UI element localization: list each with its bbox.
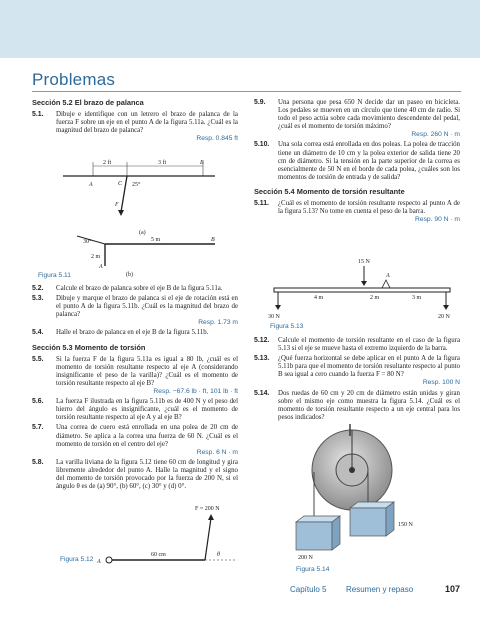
fig-5-13-top-force: 15 N: [358, 259, 370, 265]
fig-b-height: 2 m: [91, 254, 101, 260]
figure-5-11: [55, 152, 240, 270]
footer-section: Resumen y repaso: [346, 585, 414, 594]
problem-5-6: 5.6. La fuerza F ilustrada en la figura 5.11b es de 400 N y el peso del hierro del ángulo es insignificante, ¿cuál es el momento de torsión resultante respecto al eje A y al eje B?: [32, 398, 238, 422]
fulcrum-icon: [382, 280, 390, 288]
problem-5-4: 5.4. Halle el brazo de palanca en el eje B de la figura 5.11b.: [32, 329, 209, 337]
figure-5-11-caption: Figura 5.11: [38, 272, 71, 279]
fig-5-13-right-force: 20 N: [438, 314, 450, 320]
fig-5-14-w1: 150 N: [398, 522, 413, 528]
fig-a-label-a: A: [89, 182, 93, 188]
problem-5-13: 5.13. ¿Qué fuerza horizontal se debe aplicar en el punto A de la figura 5.11b para que el momento de torsión resultante respecto al punto B sea igual a cero cuando la fuerza F = 80 N? Resp. 100 N: [254, 355, 460, 387]
problem-5-11: 5.11. ¿Cuál es el momento de torsión resultante respecto al punto A de la figura 5.13? No tome en cuenta el peso de la barra. Resp. 90 N · m: [254, 200, 460, 224]
force-arrow-icon: [205, 518, 211, 560]
fig-5-13-d1: 4 m: [314, 295, 324, 301]
header-band: [0, 0, 480, 58]
title-rule: [32, 91, 461, 92]
fig-b-angle: 30°: [83, 239, 92, 245]
figure-5-14: [290, 418, 420, 563]
figure-5-12-caption: Figura 5.12: [60, 556, 94, 563]
fig-5-13-d2: 2 m: [370, 295, 380, 301]
page-number: 107: [445, 584, 461, 594]
problem-5-3: 5.3. Dibuje y marque el brazo de palanca si el eje de rotación está en el punto A de la figura 5.11b. ¿Cuál es la magnitud del brazo de palanca? Resp. 1.73 m: [32, 295, 238, 327]
figure-5-14-caption: Figura 5.14: [296, 566, 330, 573]
pivot-icon: [106, 557, 112, 563]
arrowhead-icon: [208, 514, 214, 520]
weight-150-icon: [350, 508, 386, 536]
arrowhead-icon: [275, 305, 281, 310]
fig-b-label-b: B: [211, 237, 215, 243]
fig-a-caption: (a): [139, 230, 146, 236]
problem-5-12: 5.12. Calcule el momento de torsión resultante en el caso de la figura 5.13 si el eje se mueve hasta el extremo izquierdo de la barra.: [254, 337, 460, 353]
answer: Resp. 0.845 ft: [196, 135, 238, 143]
right-column-main: [254, 337, 460, 424]
problem-5-5: 5.5. Si la fuerza F de la figura 5.11a es igual a 80 lb, ¿cuál es el momento de torsión resultante respecto al eje A (considerando insignificante el peso de la varilla)? ¿Cuál es el momento de torsión resultante respecto al eje B? Resp. −67.6 lb · ft, 101 lb · ft: [32, 355, 238, 396]
section-5-4-heading: Sección 5.4 Momento de torsión resultante: [254, 186, 405, 196]
figure-5-13: [262, 255, 462, 321]
problem-5-1: 5.1. Dibuje e identifique con un letrero el brazo de palanca de la fuerza F sobre un eje en el punto A de la figura 5.11a. ¿Cuál es la magnitud del brazo de palanca? Resp. 0.845 ft: [32, 111, 238, 143]
figure-5-11-b-label: (b): [126, 272, 133, 278]
problem-5-14: 5.14. Dos ruedas de 60 cm y 20 cm de diámetro están unidas y giran sobre el mismo eje como muestra la figura 5.14. ¿Cuál es el momento de torsión resultante respecto a un eje central para los pesos indicados?: [254, 389, 460, 421]
fig-5-13-d3: 3 m: [412, 295, 422, 301]
section-5-2-heading: Sección 5.2 El brazo de palanca: [32, 98, 144, 107]
footer-chapter: Capítulo 5: [290, 585, 327, 594]
fig-5-12-force: F = 200 N: [195, 506, 220, 512]
figure-5-13-caption: Figura 5.13: [270, 323, 304, 330]
problem-5-8: 5.8. La varilla liviana de la figura 5.12 tiene 60 cm de longitud y gira libremente alrededor del punto A. Halle la magnitud y el signo del momento de torsión provocado por la fuerza de 200 N, si el ángulo θ es de (a) 90°, (b) 60°, (c) 30° y (d) 0°.: [32, 458, 238, 491]
fig-b-label-a: A: [99, 264, 103, 270]
section-5-3-heading: Sección 5.3 Momento de torsión: [32, 342, 146, 352]
problem-5-10: 5.10. Una sola correa está enrollada en dos poleas. La polea de tracción tiene un diámetro de 10 cm y la polea exterior de salida tiene 20 cm de diámetro. Si la tensión en la parte superior de la correa es esencialmente de 50 N en el borde de cada polea, ¿cuáles son los momentos de torsión de entrada y de salida?: [254, 141, 460, 181]
weight-200-icon: [296, 522, 332, 550]
fig-5-13-label-a: A: [386, 273, 390, 279]
fig-5-12-label-a: A: [97, 559, 101, 565]
fig-b-length: 5 m: [151, 237, 161, 243]
arrowhead-icon: [361, 281, 367, 286]
fig-a-label-c: C: [118, 181, 123, 187]
fig-5-14-w2: 200 N: [298, 555, 313, 561]
fig-a-force-label: F: [115, 202, 119, 208]
fig-5-13-left-force: 30 N: [268, 314, 280, 320]
arrowhead-icon: [118, 210, 124, 216]
left-column-top: [32, 99, 238, 145]
fig-a-angle: 25°: [132, 182, 141, 188]
fig-5-12-theta: θ: [217, 552, 220, 558]
fig-a-dim-3ft: 3 ft: [158, 160, 167, 166]
arrowhead-icon: [443, 305, 449, 310]
fig-a-label-b: B: [200, 160, 204, 166]
right-column-top: [254, 99, 460, 226]
fig-a-dim-2ft: 2 ft: [103, 160, 112, 166]
problem-5-9: 5.9. Una persona que pesa 650 N decide dar un paseo en bicicleta. Los pedales se mueven en un círculo que tiene 40 cm de radio. Si todo el peso actúa sobre cada movimiento descendente del pedal, ¿cuál es el momento de torsión máximo? Resp. 260 N · m: [254, 99, 460, 139]
left-column-main: [32, 285, 238, 493]
problem-5-7: 5.7. Una correa de cuero está enrollada en una polea de 20 cm de diámetro. Se aplica a la correa una fuerza de 60 N. ¿Cuál es el momento de torsión en el centro del eje? Resp. 6 N · m: [32, 424, 238, 456]
problem-5-2: 5.2. Calcule el brazo de palanca sobre el eje B de la figura 5.11a.: [32, 285, 223, 292]
page-title: Problemas: [32, 70, 116, 89]
fig-5-12-length: 60 cm: [151, 552, 166, 558]
figure-5-12: [95, 502, 245, 572]
